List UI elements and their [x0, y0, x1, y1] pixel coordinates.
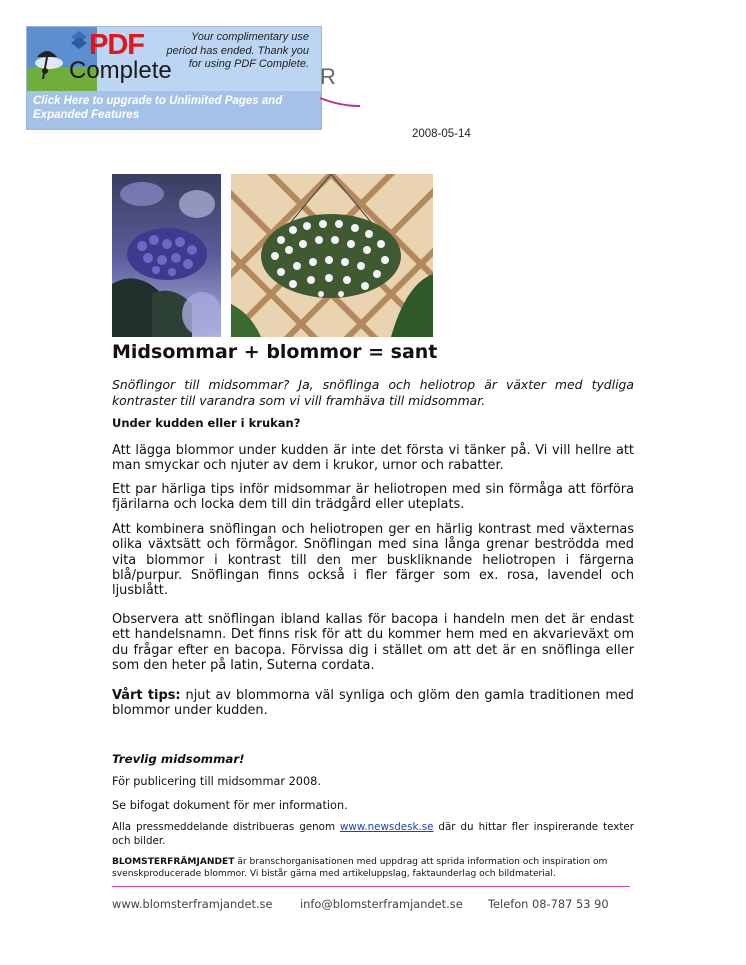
upgrade-strip[interactable] — [27, 91, 321, 129]
heliotrope-image-icon — [112, 174, 221, 337]
paragraph-3: Att kombinera snöflingan och heliotropen ger en härlig kontrast med växternas olika växtsätt och förmågor. Snöflingan med sina långa grenar beströdda med vita blommor i kontrast till den mer buskliknande heliotropen i färgerna blå/purpur. Snöflingan finns också i fler färger som ex. rosa, lavendel och ljusblått. — [112, 522, 634, 599]
tip-text: njut av blommorna väl synliga och glöm den gamla traditionen med blommor under kudden. — [112, 688, 634, 719]
about-note — [112, 856, 634, 880]
snowflake-basket-photo — [231, 174, 433, 337]
distribution-before: Alla pressmeddelande distribueras genom — [112, 821, 340, 833]
paragraph-2: Ett par härliga tips inför midsommar är heliotropen med sin förmåga att förföra fjärilarna och locka dem till din trädgård eller uteplats. — [112, 482, 634, 513]
paragraph-1: Att lägga blommor under kudden är inte det första vi tänker på. Vi vill hellre att man smyckar och njuter av dem i krukor, urnor och rabatter. — [112, 443, 634, 474]
newsdesk-link[interactable]: www.newsdesk.se — [340, 821, 434, 833]
footer-website: www.blomsterframjandet.se — [112, 897, 273, 911]
logo-fragment: R — [320, 64, 336, 89]
pdf-word: PDF — [89, 29, 144, 61]
upgrade-link[interactable]: Click Here to upgrade to Unlimited Pages and Expanded Features — [33, 95, 283, 121]
distribution-after: där du hittar fler inspirerande texter och bilder. — [112, 821, 634, 847]
complete-word: Complete — [69, 57, 172, 84]
paragraph-4: Observera att snöflingan ibland kallas för bacopa i handeln men det är endast ett handelsnamn. Det finns risk för att du kommer hem med en akvarieväxt om du frågar efter en bacopa. Förvissa dig i stället om att det är en snöflinga eller som den heter på latin, Suterna cordata. — [112, 612, 634, 673]
heliotrope-photo — [112, 174, 221, 337]
pdf-complete-banner[interactable] — [26, 26, 322, 130]
trial-message: Your complimentary use period has ended. Thank you for using PDF Complete. — [166, 31, 309, 70]
footer-divider — [112, 886, 630, 887]
distribution-note — [112, 820, 634, 848]
article-lead: Snöflingor till midsommar? Ja, snöflinga och heliotrop är växter med tydliga kontraster till varandra som vi vill framhäva till midsommar. — [112, 377, 634, 408]
footer-phone: Telefon 08-787 53 90 — [488, 897, 609, 911]
greeting: Trevlig midsommar! — [112, 752, 245, 766]
banner-top — [27, 27, 321, 91]
section-heading: Under kudden eller i krukan? — [112, 416, 301, 430]
footer-email: info@blomsterframjandet.se — [300, 897, 463, 911]
article-title: Midsommar + blommor = sant — [112, 341, 438, 363]
org-name: BLOMSTERFRÄMJANDET — [112, 857, 235, 867]
logo-swoosh-icon — [318, 96, 362, 110]
snowflake-image-icon — [231, 174, 433, 337]
about-text: är branschorganisationen med uppdrag att sprida information och inspiration om svenskproducerade blommor. Vi bistår gärna med artikeluppslag, faktaunderlag och bildmaterial. — [112, 857, 608, 879]
tip-paragraph — [112, 688, 634, 719]
publish-note: För publicering till midsommar 2008. — [112, 775, 321, 788]
document-date: 2008-05-14 — [412, 128, 471, 140]
tip-label: Vårt tips: — [112, 688, 181, 703]
attachment-note: Se bifogat dokument för mer information. — [112, 799, 348, 812]
